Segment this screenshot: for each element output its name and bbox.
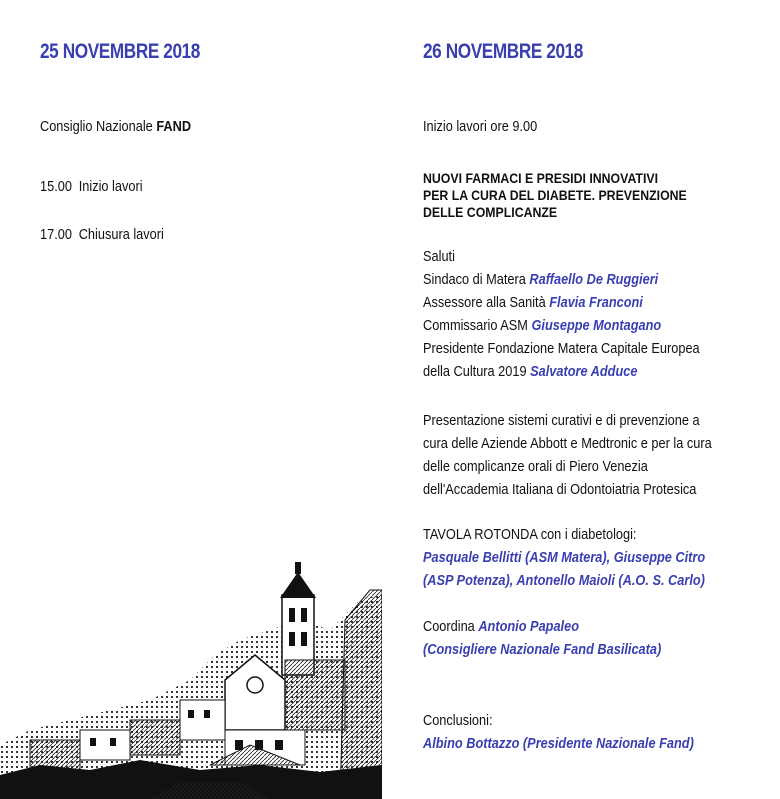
conclusions-name: Albino Bottazzo (Presidente Nazionale Fand) — [423, 736, 694, 752]
session-heading — [423, 170, 687, 221]
start-time: Inizio lavori ore 9.00 — [423, 119, 538, 135]
round-table-names: (ASP Potenza), Antonello Maioli (A.O. S. Carlo) — [423, 573, 705, 589]
coord-label: Coordina — [423, 619, 475, 635]
schedule-item — [40, 176, 143, 199]
greeting-line — [423, 315, 700, 338]
greeting-name: Salvatore Adduce — [530, 364, 638, 380]
greeting-role: Presidente Fondazione Matera Capitale Europea — [423, 341, 700, 357]
presentation-block — [423, 410, 712, 502]
greeting-name: Giuseppe Montagano — [531, 318, 662, 334]
schedule-label: Inizio lavori — [78, 179, 143, 195]
greeting-line — [423, 338, 700, 361]
greeting-line — [423, 361, 700, 384]
greeting-role: Sindaco di Matera — [423, 272, 526, 288]
round-table-block — [423, 524, 705, 593]
conclusions-block — [423, 710, 694, 756]
greeting-name: Flavia Franconi — [549, 295, 643, 311]
coord-name: Antonio Papaleo — [478, 619, 580, 635]
coord-line — [423, 616, 661, 639]
session-heading-line: NUOVI FARMACI E PRESIDI INNOVATIVI — [423, 170, 659, 186]
date-day2: 26 NOVEMBRE 2018 — [423, 40, 583, 63]
schedule-item — [40, 224, 164, 247]
presentation-line: dell'Accademia Italiana di Odontoiatria Protesica — [423, 482, 697, 498]
greeting-role: Commissario ASM — [423, 318, 528, 334]
matera-skyline-illustration — [0, 560, 382, 799]
schedule-time: 15.00 — [40, 179, 72, 195]
session-heading-line: DELLE COMPLICANZE — [423, 204, 558, 220]
council-line — [40, 116, 191, 139]
presentation-line: delle complicanze orali di Piero Venezia — [423, 459, 648, 475]
session-heading-line: PER LA CURA DEL DIABETE. PREVENZIONE — [423, 187, 687, 203]
schedule-label: Chiusura lavori — [78, 227, 164, 243]
schedule-time: 17.00 — [40, 227, 72, 243]
greeting-role: della Cultura 2019 — [423, 364, 527, 380]
greeting-line — [423, 269, 700, 292]
coord-role: (Consigliere Nazionale Fand Basilicata) — [423, 642, 662, 658]
greetings-label: Saluti — [423, 249, 455, 265]
council-prefix: Consiglio Nazionale — [40, 119, 153, 135]
presentation-line: Presentazione sistemi curativi e di prevenzione a — [423, 413, 700, 429]
greetings-block — [423, 246, 700, 384]
round-table-label: TAVOLA ROTONDA con i diabetologi: — [423, 527, 637, 543]
date-day1: 25 NOVEMBRE 2018 — [40, 40, 200, 63]
greeting-line — [423, 292, 700, 315]
conclusions-label: Conclusioni: — [423, 713, 493, 729]
coordination-block — [423, 616, 661, 662]
presentation-line: cura delle Aziende Abbott e Medtronic e per la cura — [423, 436, 712, 452]
greeting-role: Assessore alla Sanità — [423, 295, 546, 311]
round-table-names: Pasquale Bellitti (ASM Matera), Giuseppe Citro — [423, 550, 706, 566]
greeting-name: Raffaello De Ruggieri — [529, 272, 659, 288]
council-bold: FAND — [156, 119, 192, 135]
